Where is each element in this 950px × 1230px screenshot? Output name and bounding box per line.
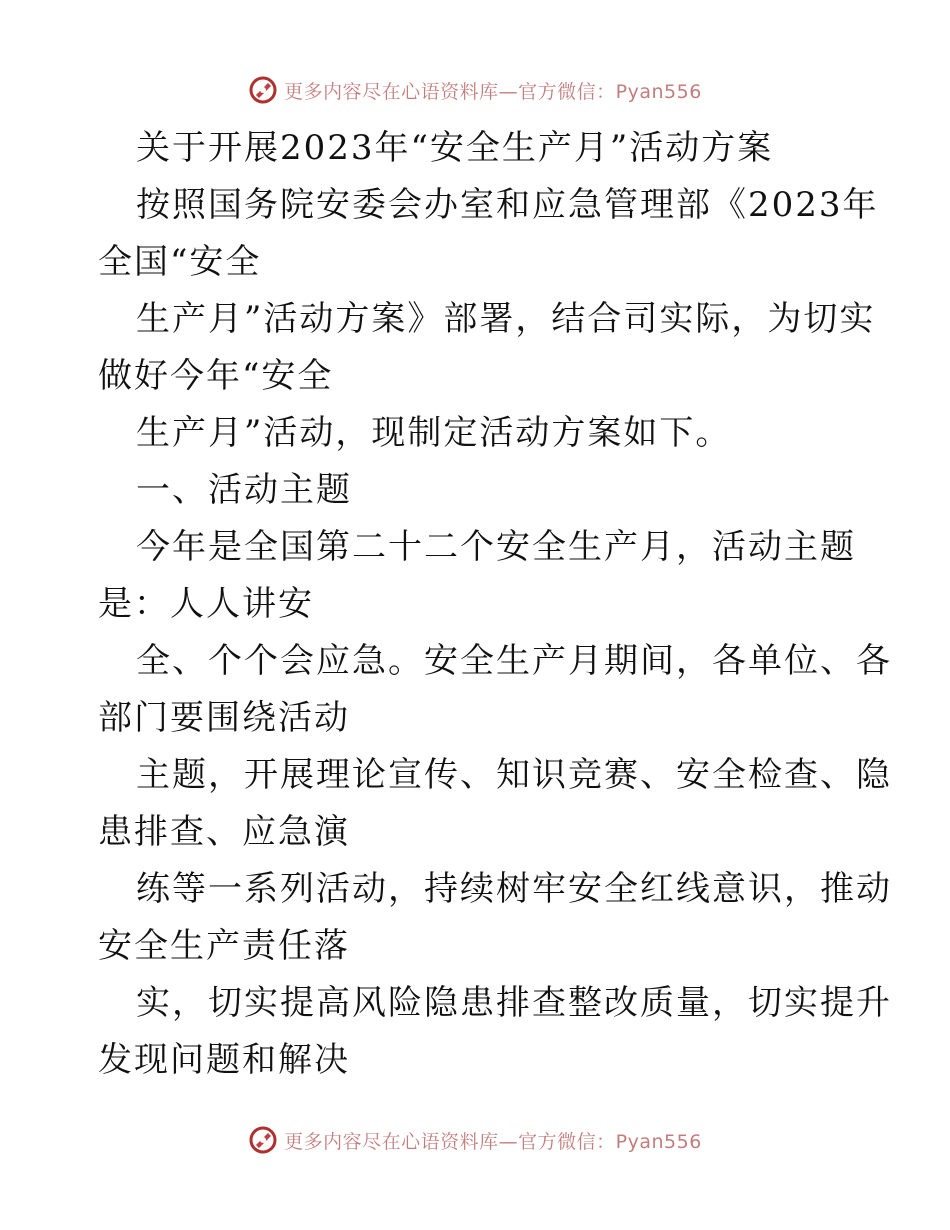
paragraph-line: 按照国务院安委会办室和应急管理部《2023年: [136, 185, 879, 225]
watermark-text: 更多内容尽在心语资料库—官方微信：Pyan556: [284, 1130, 702, 1153]
paragraph-line: 生产月”活动方案》部署，结合司实际，为切实: [136, 299, 876, 339]
paragraph-line: 今年是全国第二十二个安全生产月，活动主题: [136, 527, 856, 567]
logo-seal-icon: [248, 1125, 278, 1155]
paragraph-line: 主题，开展理论宣传、知识竞赛、安全检查、隐: [136, 755, 892, 795]
paragraph-line: 实，切实提高风险隐患排查整改质量，切实提升: [136, 983, 892, 1023]
section-heading: 一、活动主题: [136, 470, 352, 510]
paragraph-line: 发现问题和解决: [98, 1040, 350, 1080]
document-body: [98, 120, 892, 1089]
watermark-text: 更多内容尽在心语资料库—官方微信：Pyan556: [284, 80, 702, 103]
paragraph-line: 患排查、应急演: [98, 812, 350, 852]
document-title: 关于开展2023年“安全生产月”活动方案: [136, 128, 774, 168]
header-watermark: [0, 70, 950, 110]
paragraph-line: 全、个个会应急。安全生产月期间，各单位、各: [136, 641, 892, 681]
logo-seal-icon: [248, 75, 278, 105]
paragraph-line: 做好今年“安全: [98, 356, 334, 396]
paragraph-line: 部门要围绕活动: [98, 698, 350, 738]
paragraph-line: 全国“安全: [98, 242, 262, 282]
paragraph-line: 练等一系列活动，持续树牢安全红线意识，推动: [136, 869, 892, 909]
paragraph-line: 生产月”活动，现制定活动方案如下。: [136, 413, 732, 453]
footer-watermark: [0, 1120, 950, 1160]
paragraph-line: 是：人人讲安: [98, 584, 314, 624]
paragraph-line: 安全生产责任落: [98, 926, 350, 966]
